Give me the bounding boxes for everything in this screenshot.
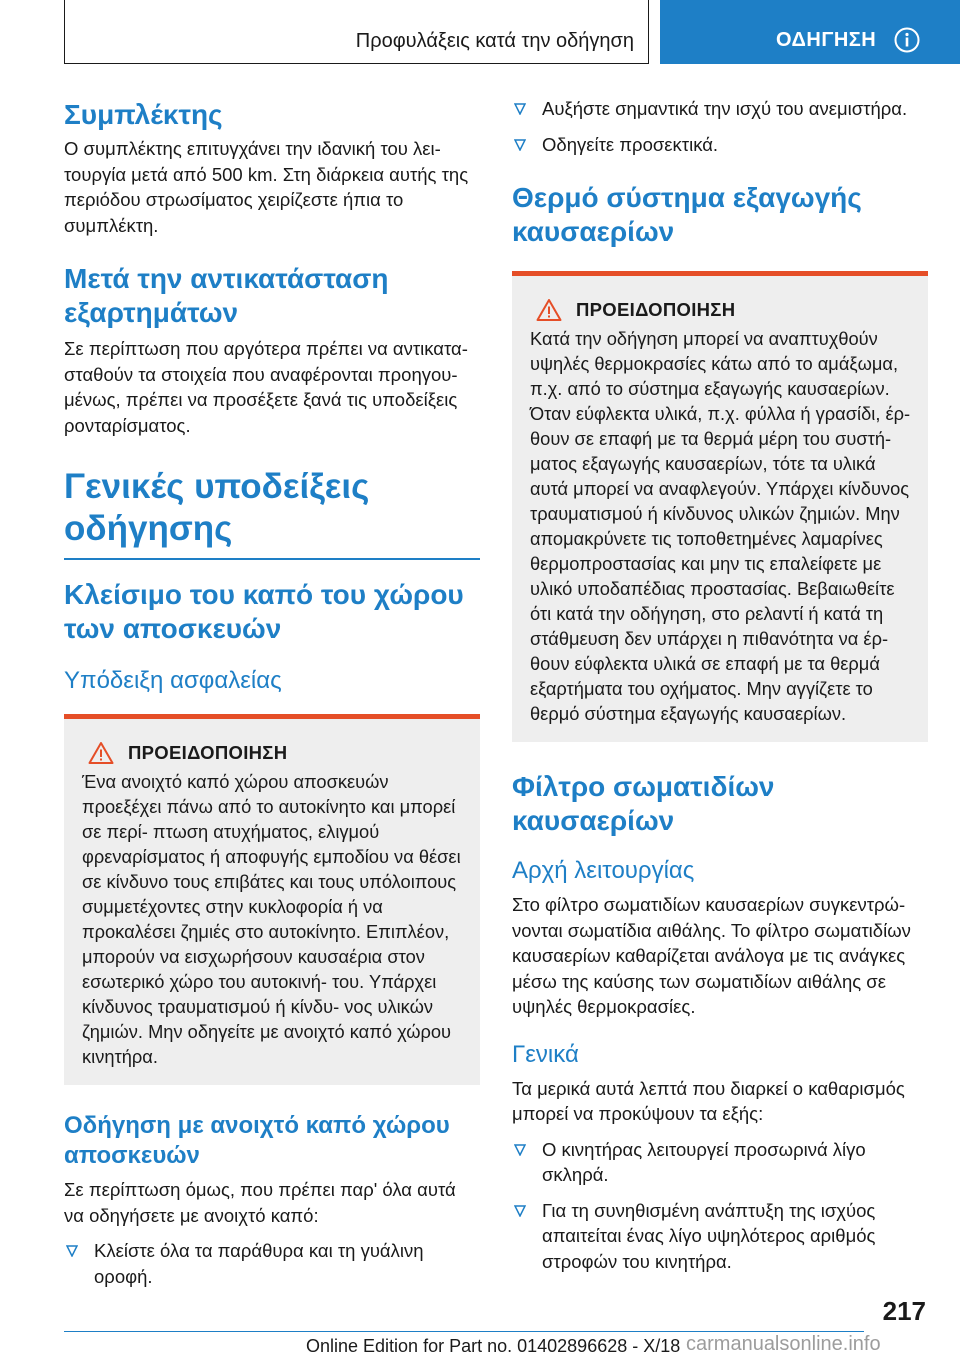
trunk-heading: Κλείσιμο του καπό του χώρου των αποσκευών: [64, 579, 464, 644]
warning-header: [530, 298, 914, 322]
list-item-text: Οδηγείτε προσεκτικά.: [542, 133, 719, 155]
left-column: [64, 98, 480, 1289]
general-heading-block: [64, 466, 480, 560]
right-column: [512, 96, 928, 1274]
exhaust-heading: Θερμό σύστημα εξαγωγής καυσαερίων: [512, 182, 862, 247]
list-item-text: Για τη συνηθισμένη ανάπτυξη της ισχύος απαιτείται ένας λίγο υψηλότερος αριθμός στροφών του κινητήρα.: [542, 1199, 876, 1272]
warning-header: [82, 741, 466, 765]
bullet-triangle-icon: [514, 103, 526, 115]
warning-triangle-icon: [88, 741, 114, 765]
filter-heading: Φίλτρο σωματιδίων καυσαερίων: [512, 771, 775, 836]
footer-divider: [64, 1331, 864, 1332]
list-item-text: Αυξήστε σημαντικά την ισχύ του ανεμιστήρα.: [542, 98, 908, 119]
general-heading: Γενικές υποδείξεις οδήγησης: [64, 467, 370, 548]
after-replacement-heading: Μετά την αντικατάσταση εξαρτημάτων: [64, 263, 389, 328]
exhaust-warning-box: [512, 271, 928, 742]
list-item-text: Ο κινητήρας λειτουργεί προσωρινά λίγο σκληρά.: [542, 1138, 866, 1185]
general-subheading: Γενικά: [512, 1040, 579, 1068]
watermark-text: carmanualsonline.info: [686, 1333, 881, 1355]
bullet-triangle-icon: [514, 1205, 526, 1217]
list-item: [512, 1137, 928, 1188]
open-trunk-heading: Οδήγηση με ανοιχτό καπό χώρου αποσκευών: [64, 1112, 450, 1169]
warning-triangle-icon: [536, 298, 562, 322]
principle-subheading: Αρχή λειτουργίας: [512, 857, 695, 884]
page-number: 217: [882, 1296, 926, 1326]
general-body: Τα μερικά αυτά λεπτά που διαρκεί ο καθαρισμός μπορεί να προκύψουν τα εξής:: [512, 1077, 905, 1124]
chapter-tab: [660, 0, 960, 64]
open-trunk-list: [64, 1238, 480, 1289]
section-tab: [64, 0, 649, 64]
bullet-triangle-icon: [514, 1144, 526, 1156]
open-trunk-body: Σε περίπτωση όμως, που πρέπει παρ' όλα αυτά να οδηγήσετε με ανοιχτό καπό:: [64, 1179, 456, 1226]
warning-text: Ένα ανοιχτό καπό χώρου αποσκευών προεξέχει πάνω από το αυτοκίνητο και μπορεί σε περί- πτωση ατυχήματος, ελιγμού φρεναρίσματος ή αποφυγής εμποδίου να θέσει σε κίνδυνο τους επιβάτες και τους υπόλοιπους συμμετέχοντες στην κυκλοφορία ή να προκαλέσει ζημιές στο αυτοκίνητο. Επιπλέον, μπορούν να εισχωρήσουν καυσαέρια στον εσωτερικό χώρο του αυτοκινή- του. Υπάρχει κίνδυνος τραυματισμού ή κίνδυ- νος υλικών ζημιών. Μην οδηγείτε με ανοιχτό καπό χώρου κινητήρα.: [82, 771, 461, 1067]
bullet-triangle-icon: [514, 139, 526, 151]
trunk-warning-box: [64, 714, 480, 1085]
clutch-body: Ο συμπλέκτης επιτυγχάνει την ιδανική του λει- τουργία μετά από 500 km. Στη διάρκεια αυτής της περιόδου στρωσίματος χειρίζεστε ήπια το συμπλέκτη.: [64, 138, 469, 236]
bullet-triangle-icon: [66, 1245, 78, 1257]
section-title: Προφυλάξεις κατά την οδήγηση: [355, 30, 634, 52]
chapter-title: ΟΔΗΓΗΣΗ: [776, 29, 877, 51]
list-item: [512, 132, 928, 158]
list-item: [512, 96, 928, 122]
list-item: [64, 1238, 480, 1289]
clutch-heading: Συμπλέκτης: [64, 99, 223, 130]
warning-text: Κατά την οδήγηση μπορεί να αναπτυχθούν υψηλές θερμοκρασίες κάτω από το αμάξωμα, π.χ. από το σύστημα εξαγωγής καυσαερίων. Όταν εύφλεκτα υλικά, π.χ. φύλλα ή γρασίδι, έρ- θουν σε επαφή με τα θερμά μέρη του συστή- ματος εξαγωγής καυσαερίων, τότε τα υλικά αυτά μπορεί να αναφλεγούν. Υπάρχει κίνδυνος τραυματισμού ή κίνδυνος υλικών ζημιών. Μην απομακρύνετε τις τοποθετημένες λαμαρίνες θερμοπροστασίας και μην τις επαλείφετε με υλικό υποδαπέδιας προστασίας. Βεβαιωθείτε ότι κατά την οδήγηση, στο ρελαντί ή κατά τη στάθμευση δεν υπάρχει η πιθανότητα να έρ- θουν εύφλεκτα υλικά σε επαφή με τα θερμά εξαρτήματα του οχήματος. Μην αγγίζετε το θερμό σύστημα εξαγωγής καυσαερίων.: [530, 328, 911, 724]
warning-label: ΠΡΟΕΙΔΟΠΟΙΗΣΗ: [576, 299, 736, 320]
safety-subheading: Υπόδειξη ασφαλείας: [64, 667, 282, 694]
list-item-text: Κλείστε όλα τα παράθυρα και τη γυάλινη οροφή.: [94, 1240, 424, 1287]
warning-label: ΠΡΟΕΙΔΟΠΟΙΗΣΗ: [128, 742, 288, 763]
after-replacement-body: Σε περίπτωση που αργότερα πρέπει να αντικατα- σταθούν τα στοιχεία που αναφέρονται προηγου- μένως, πρέπει να προσέξετε ξανά τις υποδείξεις ρονταρίσματος.: [64, 338, 468, 436]
info-icon: [894, 27, 920, 53]
list-item: [512, 1198, 928, 1275]
filter-list: [512, 1137, 928, 1275]
principle-body: Στο φίλτρο σωματιδίων καυσαερίων συγκεντρώ- νονται σωματίδια αιθάλης. Το φίλτρο σωματιδίων καυσαερίων καθαρίζεται ανάλογα με τις ανάγκες μέσω της καύσης των σωματιδίων αιθάλης σε υψηλές θερμοκρασίες.: [512, 894, 911, 1017]
page-header: [0, 0, 960, 66]
edition-text: Online Edition for Part no. 01402896628 - X/18: [306, 1336, 681, 1356]
top-list: [512, 96, 928, 157]
